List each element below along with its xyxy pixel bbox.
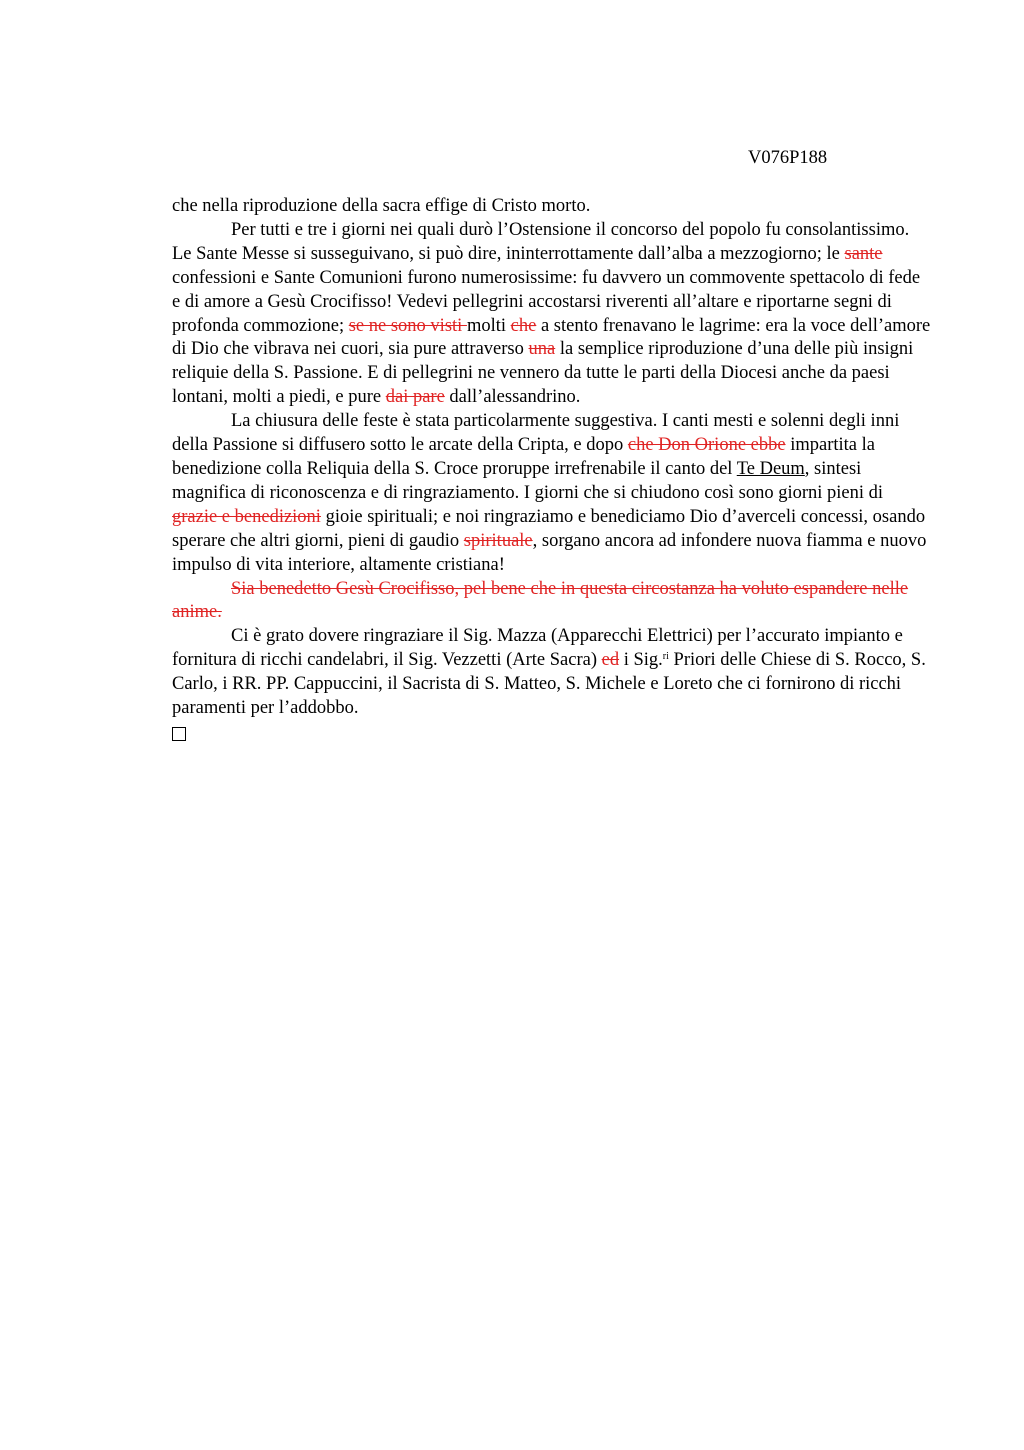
text-run: , sintesi magnifica di riconoscenza e di ringraziamento. I giorni che si chiudono così sono giorni pieni di bbox=[172, 458, 884, 503]
text-run: che nella riproduzione della sacra effige di Cristo morto. bbox=[172, 196, 591, 216]
text-run: impartita la benedizione colla Reliquia della S. Croce proruppe irrefrenabile il canto del bbox=[172, 435, 875, 479]
superscript-text: ri bbox=[662, 651, 669, 663]
text-run: gioie spirituali; e noi ringraziamo e benediciamo Dio d’averceli concessi, osando sperare che altri giorni, pieni di gaudio bbox=[172, 506, 926, 551]
underlined-title: Te Deum bbox=[736, 458, 805, 479]
end-box-icon bbox=[172, 727, 186, 741]
paragraph-2 bbox=[172, 219, 932, 410]
deleted-text: grazie e benedizioni bbox=[172, 506, 321, 527]
text-run: La chiusura delle feste è stata particolarmente suggestiva. I canti mesti e solenni degli inni della Passione si diffusero sotto le arcate della Cripta, e dopo bbox=[172, 411, 900, 456]
text-run: a stento frenavano le lagrime: era la voce dell’amore di Dio che vibrava nei cuori, sia pure attraverso bbox=[172, 315, 931, 360]
text-run: , sorgano ancora ad infondere nuova fiamma e nuovo impulso di vita interiore, altamente cristiana! bbox=[172, 530, 927, 575]
text-run: molti bbox=[466, 315, 511, 336]
end-marker-line bbox=[172, 721, 932, 749]
paragraph-1 bbox=[172, 195, 932, 219]
deleted-text: che Don Orione ebbe bbox=[627, 435, 786, 456]
deleted-text: dai pare bbox=[385, 387, 445, 408]
text-run: i Sig. bbox=[619, 650, 663, 671]
text-run: Priori delle Chiese di S. Rocco, S. Carlo, i RR. PP. Cappuccini, il Sacrista di S. Matteo, S. Michele e Loreto che ci fornirono di ricchi paramenti per l’addobbo. bbox=[172, 650, 926, 719]
deleted-text: Sia benedetto Gesù Crocifisso, pel bene che in questa circostanza ha voluto espandere nelle anime. bbox=[172, 578, 909, 623]
paragraph-3 bbox=[172, 410, 932, 577]
page-identifier: V076P188 bbox=[748, 148, 828, 168]
paragraph-4-deleted bbox=[172, 578, 932, 626]
deleted-text: ed bbox=[601, 650, 620, 671]
text-run: confessioni e Sante Comunioni furono numerosissime: fu davvero un commovente spettacolo di fede e di amore a Gesù Crocifisso! Vedevi pellegrini accostarsi riverenti all’altare e riportarne segni di profonda commozione; bbox=[172, 267, 921, 336]
text-run: la semplice riproduzione d’una delle più insigni reliquie della S. Passione. E di pellegrini ne vennero da tutte le parti della Diocesi anche da paesi lontani, molti a piedi, e pure bbox=[172, 339, 914, 408]
text-run: Per tutti e tre i giorni nei quali durò l’Ostensione il concorso del popolo fu consolantissimo. Le Sante Messe si susseguivano, si può dire, ininterrottamente dall’alba a mezzogiorno; le bbox=[172, 219, 910, 264]
deleted-text: una bbox=[528, 339, 556, 360]
document-body bbox=[172, 195, 932, 749]
deleted-text: sante bbox=[844, 243, 883, 264]
text-run: dall’alessandrino. bbox=[444, 387, 581, 408]
text-run: Ci è grato dovere ringraziare il Sig. Mazza (Apparecchi Elettrici) per l’accurato impianto e fornitura di ricchi candelabri, il Sig. Vezzetti (Arte Sacra) bbox=[172, 626, 903, 671]
deleted-text: spirituale bbox=[463, 530, 533, 551]
deleted-text: se ne sono visti bbox=[348, 315, 467, 336]
deleted-text: che bbox=[510, 315, 537, 336]
paragraph-5 bbox=[172, 625, 932, 721]
